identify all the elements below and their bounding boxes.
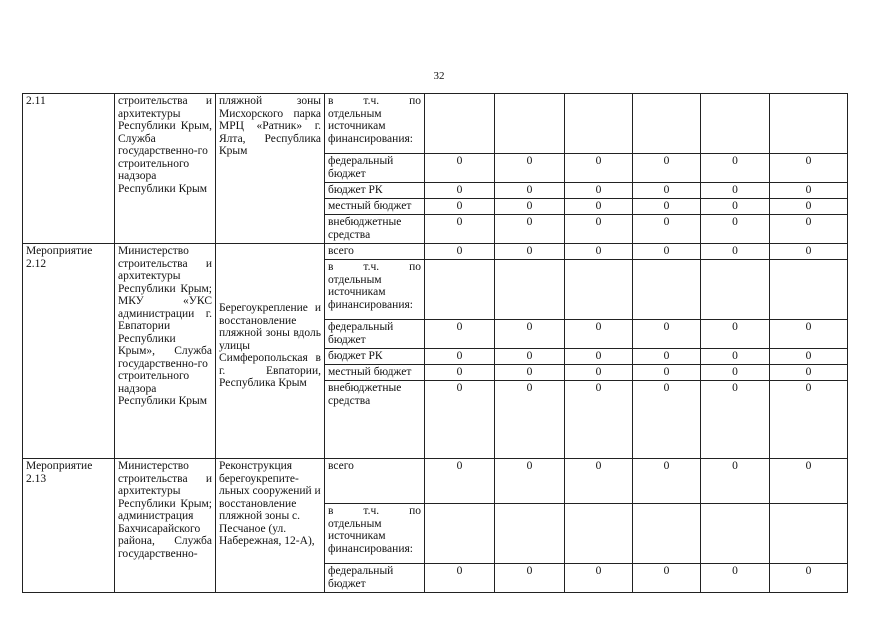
measure-code: Мероприятие 2.13 <box>23 459 115 593</box>
value-cell: 0 <box>425 564 495 593</box>
value-cell: 0 <box>770 199 848 215</box>
value-cell: 0 <box>495 154 565 183</box>
value-cell: 0 <box>565 215 633 244</box>
value-cell: 0 <box>495 564 565 593</box>
source-extra: внебюджетные средства <box>325 215 425 244</box>
source-incl: в т.ч. по отдельным источникам финансирования: <box>325 94 425 154</box>
value-cell: 0 <box>495 365 565 381</box>
table-row <box>23 459 848 504</box>
source-federal: федеральный бюджет <box>325 154 425 183</box>
value-cell: 0 <box>633 183 701 199</box>
object-cell: Берегоукрепление и восстановление пляжной зоны вдоль улицы Симферопольская в г. Евпатории, Республика Крым <box>216 244 325 459</box>
value-cell: 0 <box>565 349 633 365</box>
source-rk: бюджет РК <box>325 349 425 365</box>
executor-cell: Министерство строительства и архитектуры Республики Крым; МКУ «УКС администрации г. Евпатории Республики Крым», Служба государственно-го строительного надзора Республики Крым <box>115 244 216 459</box>
measure-code: 2.11 <box>23 94 115 244</box>
value-cell: 0 <box>633 349 701 365</box>
value-cell: 0 <box>425 349 495 365</box>
source-local: местный бюджет <box>325 199 425 215</box>
executor-cell: строительства и архитектуры Республики Крым, Служба государственно-го строительного надзора Республики Крым <box>115 94 216 244</box>
table-row <box>23 94 848 154</box>
value-cell: 0 <box>633 154 701 183</box>
value-cell: 0 <box>770 183 848 199</box>
value-cell: 0 <box>495 459 565 504</box>
value-cell: 0 <box>701 215 770 244</box>
value-cell: 0 <box>633 459 701 504</box>
value-cell: 0 <box>565 381 633 459</box>
source-extra: внебюджетные средства <box>325 381 425 459</box>
source-incl: в т.ч. по отдельным источникам финансирования: <box>325 260 425 320</box>
source-incl: в т.ч. по отдельным источникам финансирования: <box>325 504 425 564</box>
source-total: всего <box>325 459 425 504</box>
value-cell: 0 <box>565 320 633 349</box>
value-cell: 0 <box>495 381 565 459</box>
source-federal: федеральный бюджет <box>325 564 425 593</box>
source-local: местный бюджет <box>325 365 425 381</box>
value-cell: 0 <box>701 381 770 459</box>
value-cell: 0 <box>633 244 701 260</box>
value-cell: 0 <box>701 320 770 349</box>
value-cell: 0 <box>425 215 495 244</box>
value-cell: 0 <box>495 320 565 349</box>
value-cell: 0 <box>425 320 495 349</box>
value-cell: 0 <box>701 365 770 381</box>
value-cell: 0 <box>633 381 701 459</box>
value-cell: 0 <box>565 199 633 215</box>
value-cell: 0 <box>425 154 495 183</box>
value-cell: 0 <box>701 154 770 183</box>
value-cell: 0 <box>770 215 848 244</box>
object-cell: Реконструкция берегоукрепите-льных сооружений и восстановление пляжной зоны с. Песчаное (ул. Набережная, 12-А), <box>216 459 325 593</box>
value-cell: 0 <box>770 459 848 504</box>
value-cell: 0 <box>495 349 565 365</box>
value-cell: 0 <box>701 459 770 504</box>
value-cell: 0 <box>701 564 770 593</box>
value-cell: 0 <box>425 244 495 260</box>
value-cell: 0 <box>495 244 565 260</box>
value-cell: 0 <box>633 365 701 381</box>
value-cell: 0 <box>425 199 495 215</box>
value-cell: 0 <box>701 183 770 199</box>
value-cell: 0 <box>565 154 633 183</box>
source-total: всего <box>325 244 425 260</box>
value-cell: 0 <box>495 215 565 244</box>
value-cell: 0 <box>770 244 848 260</box>
value-cell: 0 <box>770 154 848 183</box>
table-row <box>23 244 848 260</box>
value-cell: 0 <box>425 459 495 504</box>
value-cell: 0 <box>425 183 495 199</box>
value-cell: 0 <box>495 183 565 199</box>
value-cell: 0 <box>770 320 848 349</box>
value-cell: 0 <box>701 244 770 260</box>
value-cell: 0 <box>565 564 633 593</box>
value-cell: 0 <box>565 459 633 504</box>
value-cell: 0 <box>425 365 495 381</box>
object-cell: пляжной зоны Мисхорского парка МРЦ «Ратник» г. Ялта, Республика Крым <box>216 94 325 244</box>
source-federal: федеральный бюджет <box>325 320 425 349</box>
executor-cell: Министерство строительства и архитектуры Республики Крым; администрация Бахчисарайского района, Служба государственно- <box>115 459 216 593</box>
value-cell: 0 <box>565 183 633 199</box>
value-cell: 0 <box>425 381 495 459</box>
value-cell: 0 <box>701 199 770 215</box>
value-cell: 0 <box>770 365 848 381</box>
value-cell: 0 <box>770 564 848 593</box>
value-cell: 0 <box>633 564 701 593</box>
value-cell: 0 <box>633 215 701 244</box>
value-cell: 0 <box>633 199 701 215</box>
value-cell: 0 <box>495 199 565 215</box>
value-cell: 0 <box>565 365 633 381</box>
page-number: 32 <box>433 70 445 82</box>
financing-table <box>22 93 848 593</box>
value-cell: 0 <box>770 381 848 459</box>
value-cell: 0 <box>565 244 633 260</box>
value-cell: 0 <box>701 349 770 365</box>
value-cell: 0 <box>633 320 701 349</box>
value-cell: 0 <box>770 349 848 365</box>
measure-code: Мероприятие 2.12 <box>23 244 115 459</box>
source-rk: бюджет РК <box>325 183 425 199</box>
